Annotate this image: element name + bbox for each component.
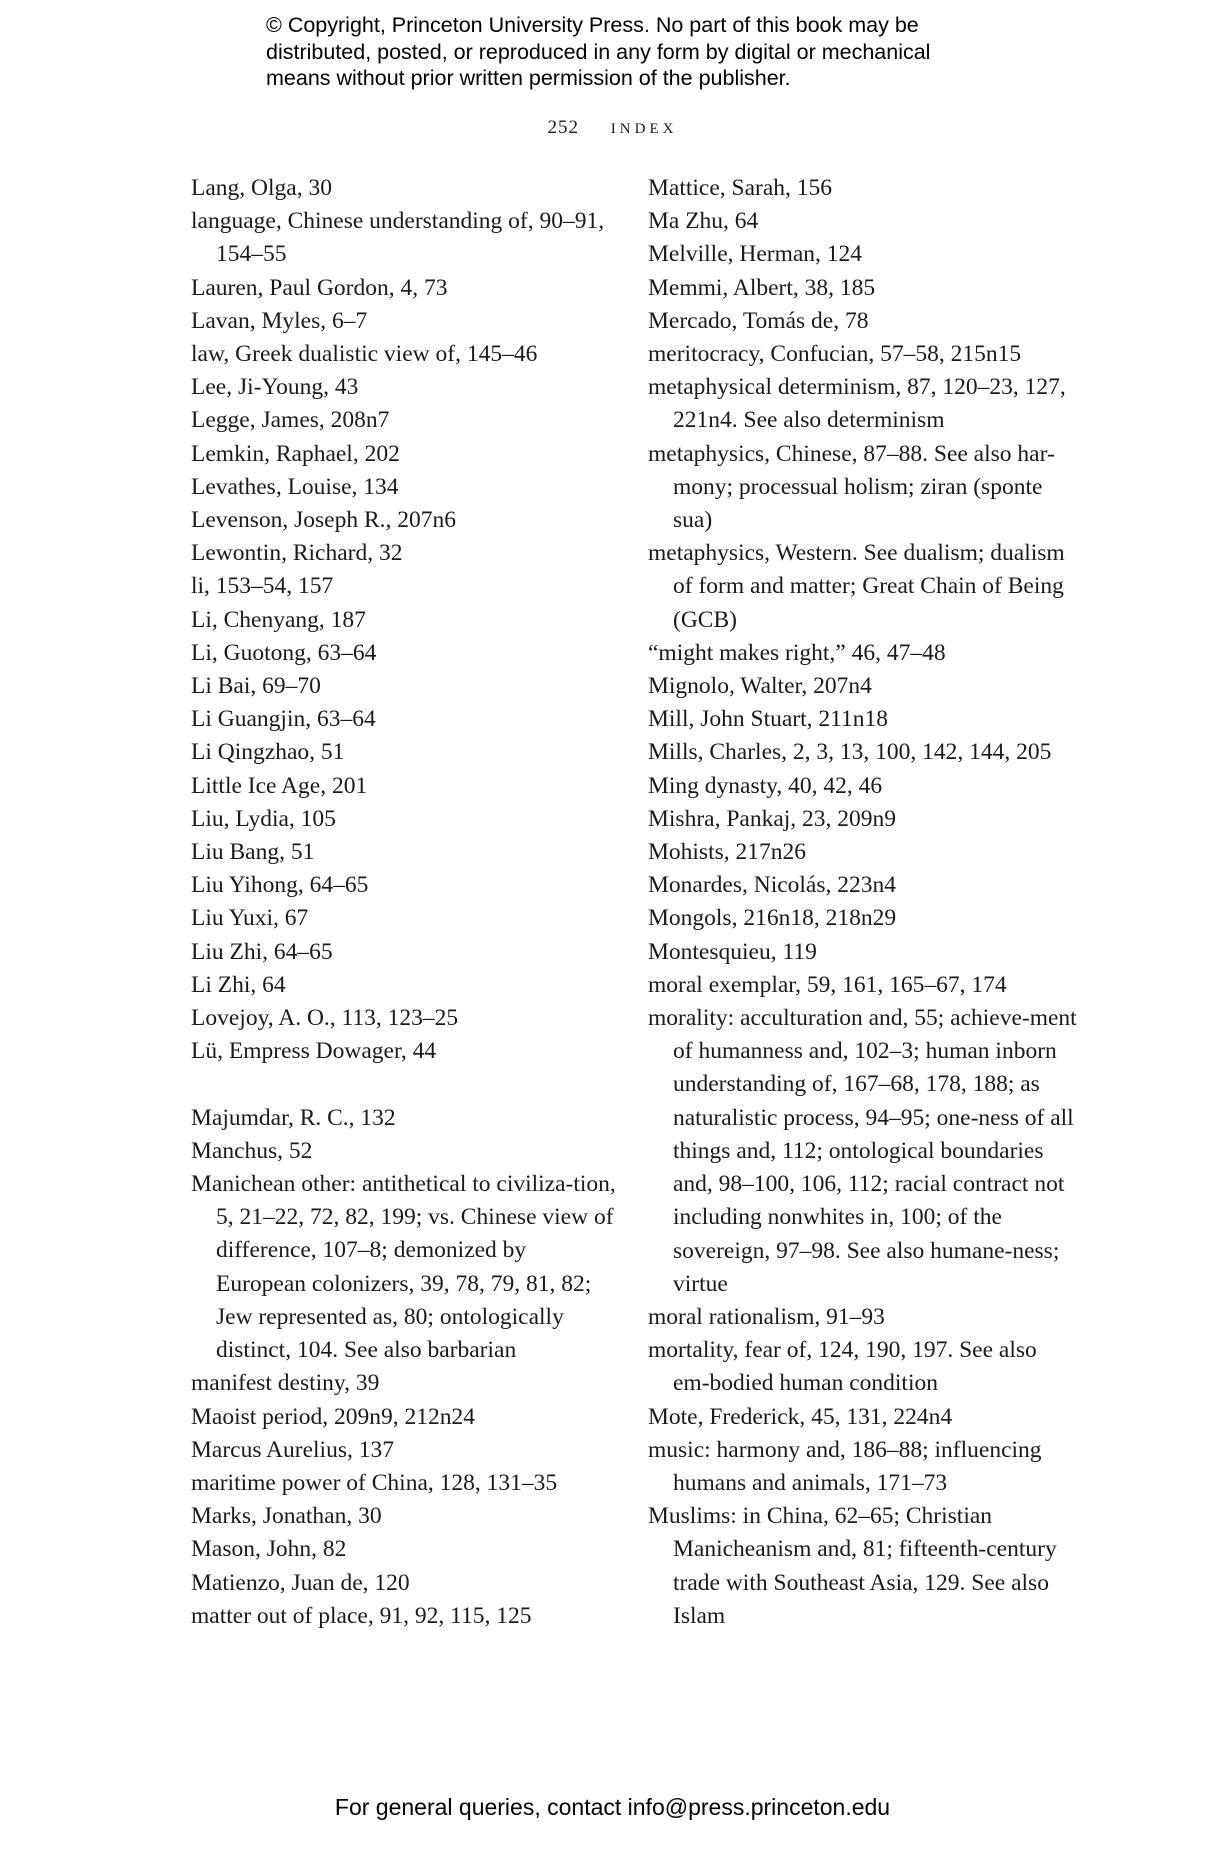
index-entry: moral rationalism, 91–93 xyxy=(648,1303,885,1330)
index-entry: Mason, John, 82 xyxy=(191,1536,347,1563)
index-entry: Majumdar, R. C., 132 xyxy=(191,1104,396,1131)
index-entry: meritocracy, Confucian, 57–58, 215n15 xyxy=(648,341,1022,368)
index-entry: Levathes, Louise, 134 xyxy=(191,473,399,500)
index-entry: manifest destiny, 39 xyxy=(191,1370,380,1397)
index-entry: Marcus Aurelius, 137 xyxy=(191,1436,394,1463)
index-entry: Mercado, Tomás de, 78 xyxy=(648,307,869,334)
index-entry: Matienzo, Juan de, 120 xyxy=(191,1569,410,1596)
index-entry: language, Chinese understanding of, 90–91, 154–55 xyxy=(191,208,605,268)
index-entry: Liu Bang, 51 xyxy=(191,839,315,866)
index-entry: Manichean other: antithetical to civiliza-tion, 5, 21–22, 72, 82, 199; vs. Chinese view of difference, 107–8; demonized by European colonizers, 39, 78, 79, 81, 82; Jew represented as, 80; ontologically distinct, 104. See also barbarian xyxy=(191,1171,616,1364)
index-entry: Memmi, Albert, 38, 185 xyxy=(648,274,876,301)
index-entry: Monardes, Nicolás, 223n4 xyxy=(648,872,897,899)
index-entry: Lavan, Myles, 6–7 xyxy=(191,307,368,334)
running-head xyxy=(0,114,1225,139)
index-column-left xyxy=(191,172,621,1633)
index-entry: Li, Chenyang, 187 xyxy=(191,606,366,633)
index-entry: Lang, Olga, 30 xyxy=(191,175,332,201)
index-entry: Lemkin, Raphael, 202 xyxy=(191,440,400,467)
index-entry: Mills, Charles, 2, 3, 13, 100, 142, 144, 205 xyxy=(648,739,1052,766)
index-entry: Levenson, Joseph R., 207n6 xyxy=(191,507,457,534)
index-column-right xyxy=(648,172,1078,1633)
index-entry: Ming dynasty, 40, 42, 46 xyxy=(648,772,883,799)
index-entry: Muslims: in China, 62–65; Christian Manicheanism and, 81; fifteenth-century trade with Southeast Asia, 129. See also Islam xyxy=(648,1503,1057,1629)
index-entry: music: harmony and, 186–88; influencing humans and animals, 171–73 xyxy=(648,1436,1042,1496)
index-entry: maritime power of China, 128, 131–35 xyxy=(191,1469,558,1496)
index-entry: “might makes right,” 46, 47–48 xyxy=(648,639,946,666)
index-entry: Liu Yuxi, 67 xyxy=(191,905,309,932)
index-entry: Lü, Empress Dowager, 44 xyxy=(191,1038,437,1065)
index-entry: Lovejoy, A. O., 113, 123–25 xyxy=(191,1005,459,1032)
index-entry: Mote, Frederick, 45, 131, 224n4 xyxy=(648,1403,953,1430)
index-entry: Li Guangjin, 63–64 xyxy=(191,706,376,733)
index-entry: moral exemplar, 59, 161, 165–67, 174 xyxy=(648,971,1007,998)
index-entry: Little Ice Age, 201 xyxy=(191,772,368,799)
index-entry: Mohists, 217n26 xyxy=(648,839,806,866)
index-entry: metaphysics, Chinese, 87–88. See also har-mony; processual holism; ziran (sponte sua) xyxy=(648,440,1055,534)
index-entry: Lewontin, Richard, 32 xyxy=(191,540,403,567)
index-entry: Li Qingzhao, 51 xyxy=(191,739,345,766)
copyright-line: © Copyright, Princeton University Press. No part of this book may be xyxy=(266,13,919,37)
copyright-notice xyxy=(266,12,1026,92)
index-entry: Ma Zhu, 64 xyxy=(648,208,759,235)
index-entry: mortality, fear of, 124, 190, 197. See also em-bodied human condition xyxy=(648,1337,1037,1397)
index-entry: Legge, James, 208n7 xyxy=(191,407,390,434)
index-entry: Lauren, Paul Gordon, 4, 73 xyxy=(191,274,448,301)
index-entry: Montesquieu, 119 xyxy=(648,938,817,965)
index-entry: law, Greek dualistic view of, 145–46 xyxy=(191,341,538,368)
index-entry: Mishra, Pankaj, 23, 209n9 xyxy=(648,805,897,832)
index-entry: morality: acculturation and, 55; achieve-ment of humanness and, 102–3; human inborn understanding of, 167–68, 178, 188; as naturalistic process, 94–95; one-ness of all things and, 112; ontological boundaries and, 98–100, 106, 112; racial contract not including nonwhites in, 100; of the sovereign, 97–98. See also humane-ness; virtue xyxy=(648,1005,1077,1297)
index-entry: matter out of place, 91, 92, 115, 125 xyxy=(191,1602,532,1629)
index-entry: Mongols, 216n18, 218n29 xyxy=(648,905,897,932)
index-entry: Mill, John Stuart, 211n18 xyxy=(648,706,889,733)
index-entry: Liu Yihong, 64–65 xyxy=(191,872,369,899)
index-entry: metaphysical determinism, 87, 120–23, 127, 221n4. See also determinism xyxy=(648,374,1066,434)
index-entry: Maoist period, 209n9, 212n24 xyxy=(191,1403,475,1430)
copyright-line: means without prior written permission of the publisher. xyxy=(266,66,791,90)
index-entry: Manchus, 52 xyxy=(191,1137,313,1164)
index-entry: Li Bai, 69–70 xyxy=(191,673,321,700)
index-entry: Lee, Ji-Young, 43 xyxy=(191,374,359,401)
index-entry: Liu Zhi, 64–65 xyxy=(191,938,333,965)
index-entry: Mignolo, Walter, 207n4 xyxy=(648,673,872,700)
running-title: index xyxy=(610,114,678,138)
index-entry: Li Zhi, 64 xyxy=(191,971,286,998)
index-entry: Mattice, Sarah, 156 xyxy=(648,175,833,201)
index-entry: metaphysics, Western. See dualism; dualism of form and matter; Great Chain of Being (GCB) xyxy=(648,540,1065,633)
page-number: 252 xyxy=(547,117,580,138)
letter-group-gap xyxy=(191,1068,621,1101)
index-entry: li, 153–54, 157 xyxy=(191,573,334,600)
index-entry: Liu, Lydia, 105 xyxy=(191,805,336,832)
index-entry: Marks, Jonathan, 30 xyxy=(191,1503,382,1530)
footer-contact: For general queries, contact info@press.princeton.edu xyxy=(334,1794,891,1820)
index-entry: Melville, Herman, 124 xyxy=(648,241,863,268)
index-entry: Li, Guotong, 63–64 xyxy=(191,639,377,666)
copyright-line: distributed, posted, or reproduced in any form by digital or mechanical xyxy=(266,39,931,64)
